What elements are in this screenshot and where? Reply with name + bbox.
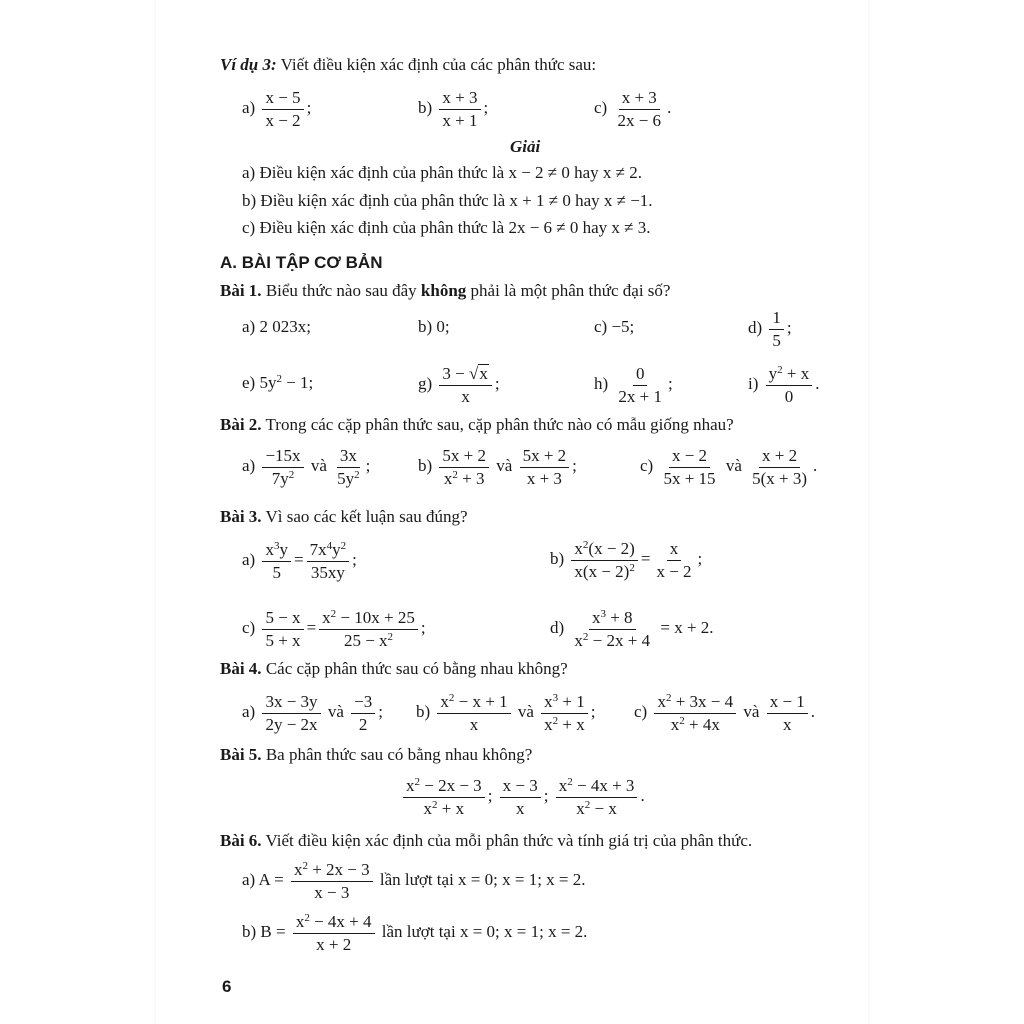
- fraction: [262, 608, 303, 651]
- text: 25 − x: [343, 630, 388, 650]
- bai-4-item-b: [416, 690, 595, 735]
- numerator: x − 2: [669, 446, 710, 468]
- fraction: [500, 776, 541, 819]
- exponent: 2: [387, 630, 394, 643]
- numerator: 0: [633, 364, 648, 386]
- fraction: [439, 364, 491, 407]
- fraction: [262, 692, 320, 735]
- denominator: [334, 468, 363, 489]
- example-item-b: [418, 86, 488, 131]
- exercise-label: Bài 2.: [220, 415, 262, 434]
- fraction: [766, 364, 813, 407]
- bai-1-item-e: [242, 372, 313, 394]
- text: e) 5y: [242, 373, 277, 392]
- denominator: 5: [272, 562, 281, 582]
- denominator: 35xy: [310, 562, 345, 582]
- text: Viết điều kiện xác định của mỗi phân thức và tính giá trị của phân thức.: [261, 831, 753, 850]
- text: x: [591, 607, 601, 627]
- punct: ;: [306, 98, 312, 117]
- page-number: 6: [222, 977, 232, 996]
- fraction: [351, 692, 375, 735]
- punct: ;: [378, 702, 383, 721]
- denominator: x: [461, 386, 470, 406]
- text: Ba phân thức sau có bằng nhau không?: [261, 745, 533, 764]
- fraction: [769, 308, 784, 351]
- exercise-label: Bài 5.: [220, 745, 262, 764]
- fraction: [556, 776, 638, 819]
- denominator: [441, 468, 488, 489]
- numerator: [293, 912, 375, 934]
- numerator: [307, 540, 350, 562]
- text: lần lượt tại x = 0; x = 1; x = 2.: [379, 870, 586, 889]
- item-label: c): [242, 618, 256, 637]
- punct: .: [815, 374, 820, 393]
- fraction: [571, 608, 653, 651]
- text: lần lượt tại x = 0; x = 1; x = 2.: [381, 922, 588, 941]
- bai-6-item-a: [242, 858, 586, 903]
- fraction: [660, 446, 718, 489]
- item-label: c): [634, 702, 648, 721]
- example-label: Ví dụ 3:: [220, 55, 277, 74]
- text: 7x: [309, 539, 327, 559]
- numerator: x: [667, 539, 682, 561]
- exercise-label: Bài 3.: [220, 507, 262, 526]
- denominator: 5 + x: [265, 630, 301, 650]
- bai-2-item-b: [418, 444, 577, 489]
- numerator: 1: [769, 308, 784, 330]
- text: + x: [558, 714, 585, 734]
- fraction: [654, 692, 736, 735]
- punct: ;: [494, 374, 500, 393]
- example-3-statement: [220, 54, 596, 76]
- text: x: [322, 607, 331, 627]
- punct: ;: [697, 549, 703, 568]
- text: + 3x − 4: [671, 691, 734, 711]
- example-text: Viết điều kiện xác định của các phân thức sau:: [276, 55, 597, 74]
- text: Vì sao các kết luận sau đúng?: [261, 507, 468, 526]
- bai-3-item-b: [550, 536, 702, 582]
- denominator: 2y − 2x: [265, 714, 318, 734]
- punct: ;: [483, 98, 489, 117]
- text: x: [574, 538, 583, 558]
- bai-3-item-c: [242, 606, 426, 651]
- sqrt-symbol: √: [469, 363, 479, 383]
- numerator: [291, 860, 373, 882]
- fraction: [615, 364, 665, 407]
- text: + x: [437, 798, 465, 818]
- text: + 1: [558, 691, 585, 711]
- exponent: 2: [448, 691, 455, 704]
- solution-a: a) Điều kiện xác định của phân thức là x − 2 ≠ 0 hay x ≠ 2.: [242, 163, 643, 182]
- numerator: x + 3: [439, 88, 480, 110]
- text: + x: [782, 363, 810, 383]
- conjunction: và: [725, 456, 742, 475]
- punct: ;: [352, 550, 357, 569]
- bai-3-item-a: [242, 538, 357, 583]
- exercise-label: Bài 1.: [220, 281, 262, 300]
- exponent: 2: [679, 714, 685, 727]
- item-label: d): [550, 618, 565, 637]
- text: x: [576, 798, 585, 818]
- exponent: 2: [665, 691, 672, 704]
- numerator: −3: [351, 692, 375, 714]
- text: − 2x − 3: [420, 775, 482, 795]
- numerator: x − 5: [262, 88, 303, 110]
- punct: .: [813, 456, 818, 475]
- text: + 2x − 3: [307, 859, 370, 879]
- text: (x − 2): [588, 538, 635, 558]
- numerator: 3x − 3y: [262, 692, 320, 714]
- text: y: [279, 539, 288, 559]
- text: x(x − 2): [574, 561, 630, 581]
- exponent: 3: [273, 539, 280, 552]
- equals: =: [640, 549, 651, 568]
- exponent: 2: [584, 798, 591, 811]
- item-label: a): [242, 456, 256, 475]
- denominator: [421, 798, 468, 819]
- numerator: [439, 364, 491, 386]
- fraction: [437, 692, 510, 735]
- item-label: c): [640, 456, 654, 475]
- numerator: [556, 776, 638, 798]
- exponent: 2: [567, 775, 573, 788]
- fraction: [262, 540, 291, 583]
- fraction: [293, 912, 375, 955]
- exponent: 2: [582, 538, 589, 551]
- denominator: x + 2: [316, 934, 352, 954]
- punct: ;: [420, 618, 426, 637]
- text: Các cặp phân thức sau có bằng nhau không?: [261, 659, 568, 678]
- exponent: 2: [330, 607, 337, 620]
- item-label: b): [418, 456, 433, 475]
- text: Biểu thức nào sau đây: [261, 281, 421, 300]
- fraction: [307, 540, 350, 583]
- bai-4-statement: [220, 658, 568, 680]
- denominator: x − 3: [314, 882, 350, 902]
- text: − x + 1: [454, 691, 508, 711]
- text: x: [544, 714, 553, 734]
- denominator: x − 2: [656, 561, 692, 581]
- fraction: [262, 88, 303, 131]
- denominator: 5x + 15: [663, 468, 716, 488]
- text: x: [295, 911, 305, 931]
- text: − 4x + 4: [309, 911, 372, 931]
- exponent: 2: [552, 714, 559, 727]
- bai-2-item-a: [242, 444, 370, 489]
- text: x: [574, 630, 583, 650]
- numerator: [262, 540, 291, 562]
- fraction: [571, 539, 637, 582]
- denominator: 2: [358, 714, 368, 734]
- item-label: b): [550, 549, 565, 568]
- bai-1-item-b: b) 0;: [418, 317, 450, 336]
- denominator: [571, 630, 653, 651]
- section-heading: A. BÀI TẬP CƠ BẢN: [220, 253, 383, 272]
- exponent: 3: [552, 691, 559, 704]
- fraction: [334, 446, 363, 489]
- numerator: 5 − x: [262, 608, 303, 630]
- exponent: 2: [432, 798, 438, 811]
- numerator: x + 2: [759, 446, 800, 468]
- book-page: [156, 0, 868, 1024]
- text: + 8: [605, 607, 633, 627]
- text: x: [670, 714, 680, 734]
- numerator: [319, 608, 418, 630]
- text: 7y: [271, 468, 289, 488]
- conjunction: và: [310, 456, 327, 475]
- denominator: x: [515, 798, 525, 818]
- text: x: [423, 798, 433, 818]
- fraction: [439, 88, 480, 131]
- bai-4-item-a: [242, 690, 383, 735]
- denominator: 0: [784, 386, 794, 406]
- solution-b: b) Điều kiện xác định của phân thức là x + 1 ≠ 0 hay x ≠ −1.: [242, 191, 653, 210]
- example-item-a: [242, 86, 311, 131]
- exponent: 2: [288, 468, 295, 481]
- punct: .: [810, 702, 816, 721]
- text: Trong các cặp phân thức sau, cặp phân thức nào có mẫu giống nhau?: [261, 415, 734, 434]
- exponent: 2: [629, 561, 635, 574]
- denominator: [668, 714, 723, 735]
- punct: ;: [365, 456, 371, 475]
- punct: ;: [543, 786, 549, 805]
- punct: .: [640, 786, 645, 805]
- bai-6-statement: [220, 830, 752, 852]
- numerator: [571, 539, 637, 561]
- exponent: 3: [600, 607, 606, 620]
- text: + 3: [457, 468, 485, 488]
- bai-1-item-g: [418, 362, 500, 407]
- bai-1-item-d: [748, 306, 792, 351]
- text: + 4x: [684, 714, 720, 734]
- exponent: 2: [582, 630, 589, 643]
- punct: ;: [572, 456, 577, 475]
- numerator: −15x: [262, 446, 303, 468]
- equals: =: [293, 550, 304, 569]
- punct: ;: [786, 318, 792, 337]
- text: − 1;: [281, 373, 314, 392]
- item-label: i): [748, 374, 759, 393]
- bai-1-item-h: [594, 362, 673, 407]
- equals: =: [306, 618, 317, 637]
- solution-title: Giải: [510, 137, 541, 156]
- exponent: 2: [340, 539, 347, 552]
- denominator: [571, 561, 637, 582]
- numerator: x − 3: [500, 776, 541, 798]
- fraction: [767, 692, 808, 735]
- fraction: [520, 446, 570, 489]
- item-label: a): [242, 550, 256, 569]
- numerator: 5x + 2: [520, 446, 570, 468]
- bai-3-statement: [220, 506, 468, 528]
- punct: .: [667, 98, 672, 117]
- item-label: d): [748, 318, 763, 337]
- text: x: [544, 691, 553, 711]
- text: − 2x + 4: [588, 630, 651, 650]
- fraction: [541, 692, 588, 735]
- numerator: [437, 692, 510, 714]
- exponent: 2: [276, 373, 282, 385]
- denominator: 5(x + 3): [752, 468, 808, 488]
- example-item-c: [594, 86, 671, 131]
- text: x: [440, 691, 449, 711]
- bai-5-statement: [220, 744, 532, 766]
- fraction: [403, 776, 485, 819]
- denominator: [541, 714, 588, 735]
- numerator: [589, 608, 636, 630]
- conjunction: và: [517, 702, 534, 721]
- item-label: h): [594, 374, 609, 393]
- sqrt-argument: x: [479, 363, 488, 383]
- exercise-label: Bài 4.: [220, 659, 262, 678]
- conjunction: và: [496, 456, 513, 475]
- fraction: [291, 860, 373, 903]
- numerator: 5x + 2: [439, 446, 489, 468]
- fraction: [262, 446, 303, 489]
- exponent: 2: [452, 468, 458, 481]
- fraction: [614, 88, 664, 131]
- denominator: x: [783, 714, 792, 734]
- bai-1-item-a: a) 2 023x;: [242, 317, 311, 336]
- text: − 4x + 3: [572, 775, 635, 795]
- bai-2-item-c: [640, 444, 817, 489]
- numerator: [654, 692, 736, 714]
- item-label: a): [242, 98, 256, 117]
- denominator: x + 1: [442, 110, 478, 130]
- item-label: b): [416, 702, 431, 721]
- item-label: g): [418, 374, 433, 393]
- text: phải là một phân thức đại số?: [466, 281, 671, 300]
- denominator: x: [469, 714, 479, 734]
- numerator: x − 1: [767, 692, 808, 714]
- exponent: 2: [354, 468, 360, 481]
- fraction: [439, 446, 489, 489]
- bai-1-item-i: [748, 362, 819, 407]
- denominator: x + 3: [526, 468, 562, 488]
- bold-keyword: không: [420, 281, 467, 300]
- item-label: c): [594, 98, 608, 117]
- bai-1-statement: [220, 280, 670, 302]
- exponent: 2: [414, 775, 420, 788]
- denominator: [269, 468, 298, 489]
- fraction: [319, 608, 418, 651]
- denominator: 5: [772, 330, 781, 350]
- item-label: b): [418, 98, 433, 117]
- exponent: 2: [304, 911, 310, 924]
- text: 3 −: [442, 363, 470, 383]
- numerator: x + 3: [619, 88, 660, 110]
- bai-1-item-c: c) −5;: [594, 317, 635, 336]
- punct: ;: [487, 786, 493, 805]
- numerator: 3x: [337, 446, 360, 468]
- exponent: 4: [326, 539, 333, 552]
- bai-3-item-d: [550, 606, 714, 651]
- text: x: [406, 775, 415, 795]
- text: x: [657, 691, 666, 711]
- exercise-label: Bài 6.: [220, 831, 262, 850]
- text: 5y: [337, 468, 355, 488]
- item-label: a): [242, 702, 256, 721]
- conjunction: và: [327, 702, 344, 721]
- denominator: [341, 630, 396, 651]
- text: y: [768, 363, 778, 383]
- bai-6-item-b: [242, 910, 587, 955]
- text: x: [443, 468, 453, 488]
- bai-4-item-c: [634, 690, 815, 735]
- punct: ;: [668, 374, 673, 393]
- fraction: [653, 539, 694, 582]
- bai-5-fractions: [400, 774, 645, 819]
- denominator: [573, 798, 620, 819]
- text: a) A =: [242, 870, 284, 889]
- text: b) B =: [242, 922, 286, 941]
- text: x: [293, 859, 303, 879]
- bai-2-statement: [220, 414, 734, 436]
- exponent: 2: [302, 859, 308, 872]
- text: − 10x + 25: [336, 607, 415, 627]
- text: y: [332, 539, 341, 559]
- text: x: [265, 539, 274, 559]
- punct: ;: [590, 702, 596, 721]
- solution-c: c) Điều kiện xác định của phân thức là 2x − 6 ≠ 0 hay x ≠ 3.: [242, 218, 651, 237]
- text: x: [558, 775, 568, 795]
- conjunction: và: [743, 702, 760, 721]
- text: = x + 2.: [656, 618, 714, 637]
- numerator: [541, 692, 588, 714]
- exponent: 2: [777, 363, 783, 376]
- denominator: 2x + 1: [618, 386, 663, 406]
- fraction: [749, 446, 810, 489]
- numerator: [403, 776, 485, 798]
- denominator: x − 2: [265, 110, 301, 130]
- numerator: [766, 364, 813, 386]
- text: − x: [590, 798, 617, 818]
- denominator: 2x − 6: [617, 110, 662, 130]
